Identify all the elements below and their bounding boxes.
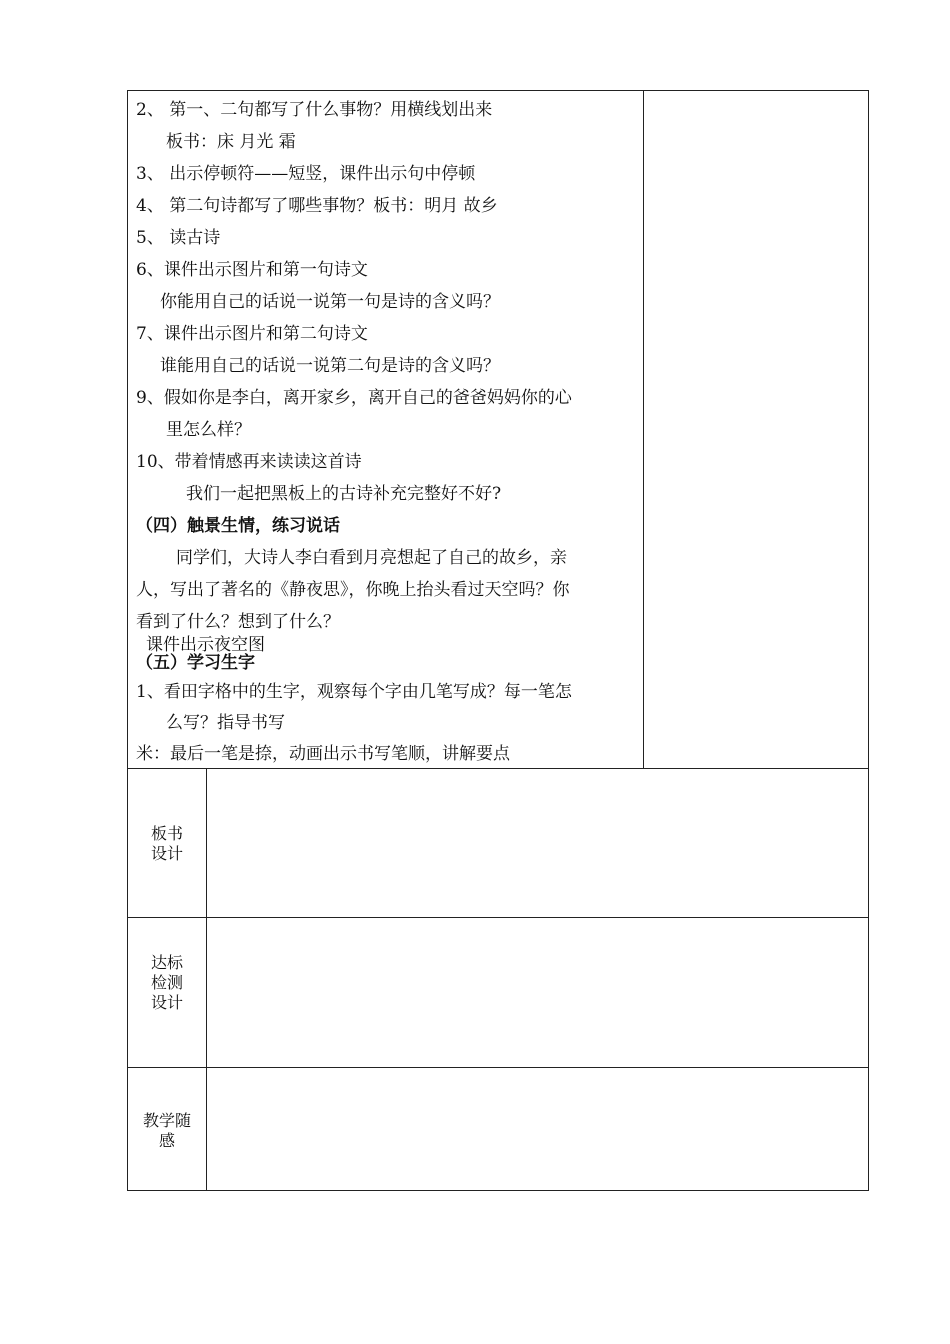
section-4-paragraph-3: 看到了什么？想到了什么？ — [136, 612, 340, 632]
section-5-line-3: 米：最后一笔是捺，动画出示书写笔顺，讲解要点 — [136, 744, 510, 764]
step-6-question: 你能用自己的话说一说第一句是诗的含义吗？ — [160, 292, 500, 312]
section-4-paragraph-1: 同学们，大诗人李白看到月亮想起了自己的故乡，亲 — [176, 548, 567, 568]
step-5: 5、 读古诗 — [136, 228, 221, 248]
assessment-design-label — [128, 953, 206, 1013]
row-divider-1 — [127, 768, 869, 769]
step-2-board: 板书：床 月光 霜 — [166, 132, 296, 152]
section-5-line-2: 么写？指导书写 — [166, 713, 285, 733]
step-9-line2: 里怎么样？ — [166, 420, 251, 440]
step-2: 2、 第一、二句都写了什么事物？用横线划出来 — [136, 100, 493, 120]
step-7: 7、课件出示图片和第二句诗文 — [136, 324, 368, 344]
assessment-design-label-line-2: 检测 — [150, 973, 183, 992]
top-column-divider — [643, 90, 644, 768]
step-4: 4、 第二句诗都写了哪些事物？板书：明月 故乡 — [136, 196, 498, 216]
section-4-paragraph-2: 人，写出了著名的《静夜思》，你晚上抬头看过天空吗？你 — [136, 580, 570, 600]
row-divider-2 — [127, 917, 869, 918]
board-design-label-line-1: 板书 — [150, 824, 183, 843]
board-design-label-line-2: 设计 — [150, 844, 183, 863]
teaching-reflection-label-line-1: 教学随 — [142, 1111, 191, 1130]
step-7-question: 谁能用自己的话说一说第二句是诗的含义吗？ — [160, 356, 500, 376]
step-6: 6、课件出示图片和第一句诗文 — [136, 260, 368, 280]
step-3: 3、 出示停顿符——短竖，课件出示句中停顿 — [136, 164, 476, 184]
assessment-design-label-line-1: 达标 — [150, 953, 183, 972]
step-9-line1: 9、假如你是李白，离开家乡，离开自己的爸爸妈妈你的心 — [136, 388, 572, 408]
assessment-design-label-line-3: 设计 — [150, 993, 183, 1012]
step-10-question: 我们一起把黑板上的古诗补充完整好不好? — [186, 484, 502, 504]
step-10: 10、带着情感再来读读这首诗 — [136, 452, 362, 472]
row-divider-3 — [127, 1067, 869, 1068]
section-5-title: （五）学习生字 — [136, 653, 255, 673]
teaching-reflection-label-line-2: 感 — [158, 1131, 175, 1150]
section-4-courseware: 课件出示夜空图 — [146, 635, 265, 655]
section-5-line-1: 1、看田字格中的生字，观察每个字由几笔写成？每一笔怎 — [136, 682, 572, 702]
label-column-divider — [206, 768, 207, 1191]
section-4-title: （四）触景生情，练习说话 — [136, 516, 340, 536]
teaching-reflection-label — [128, 1111, 206, 1151]
board-design-label — [128, 824, 206, 864]
